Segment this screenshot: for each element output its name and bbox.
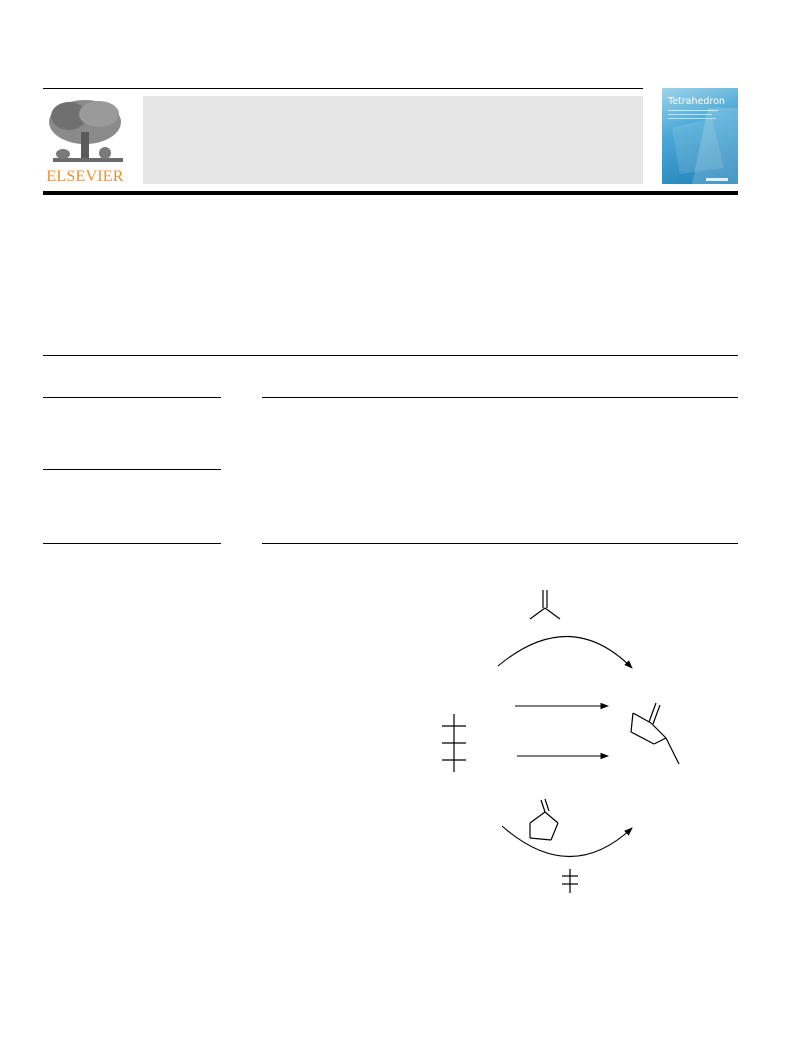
journal-cover-title: Tetrahedron bbox=[668, 96, 725, 107]
graphical-abstract-scheme bbox=[420, 580, 680, 900]
title-block-bottom-rule bbox=[43, 355, 738, 356]
header-top-rule bbox=[43, 88, 643, 89]
top-reagent-structure bbox=[530, 590, 560, 619]
upper-curved-arrow bbox=[498, 636, 632, 668]
tree-logo-icon bbox=[43, 96, 127, 166]
article-info-middle-rule bbox=[43, 469, 221, 470]
journal-cover-thumbnail bbox=[662, 88, 738, 184]
left-reactant-structure bbox=[442, 714, 466, 772]
cover-graphic-icon bbox=[662, 88, 738, 184]
abstract-top-rule bbox=[262, 397, 738, 398]
publisher-name: ELSEVIER bbox=[46, 168, 124, 185]
bottom-fragment-structure bbox=[562, 869, 578, 893]
article-info-bottom-rule bbox=[43, 543, 221, 544]
header-thick-rule bbox=[43, 191, 738, 195]
journal-masthead-banner bbox=[143, 96, 643, 184]
lower-reagent-structure bbox=[530, 799, 558, 840]
product-structure bbox=[631, 703, 679, 764]
lower-curved-arrow bbox=[502, 826, 632, 857]
article-info-top-rule bbox=[43, 397, 221, 398]
abstract-bottom-rule bbox=[262, 543, 738, 544]
